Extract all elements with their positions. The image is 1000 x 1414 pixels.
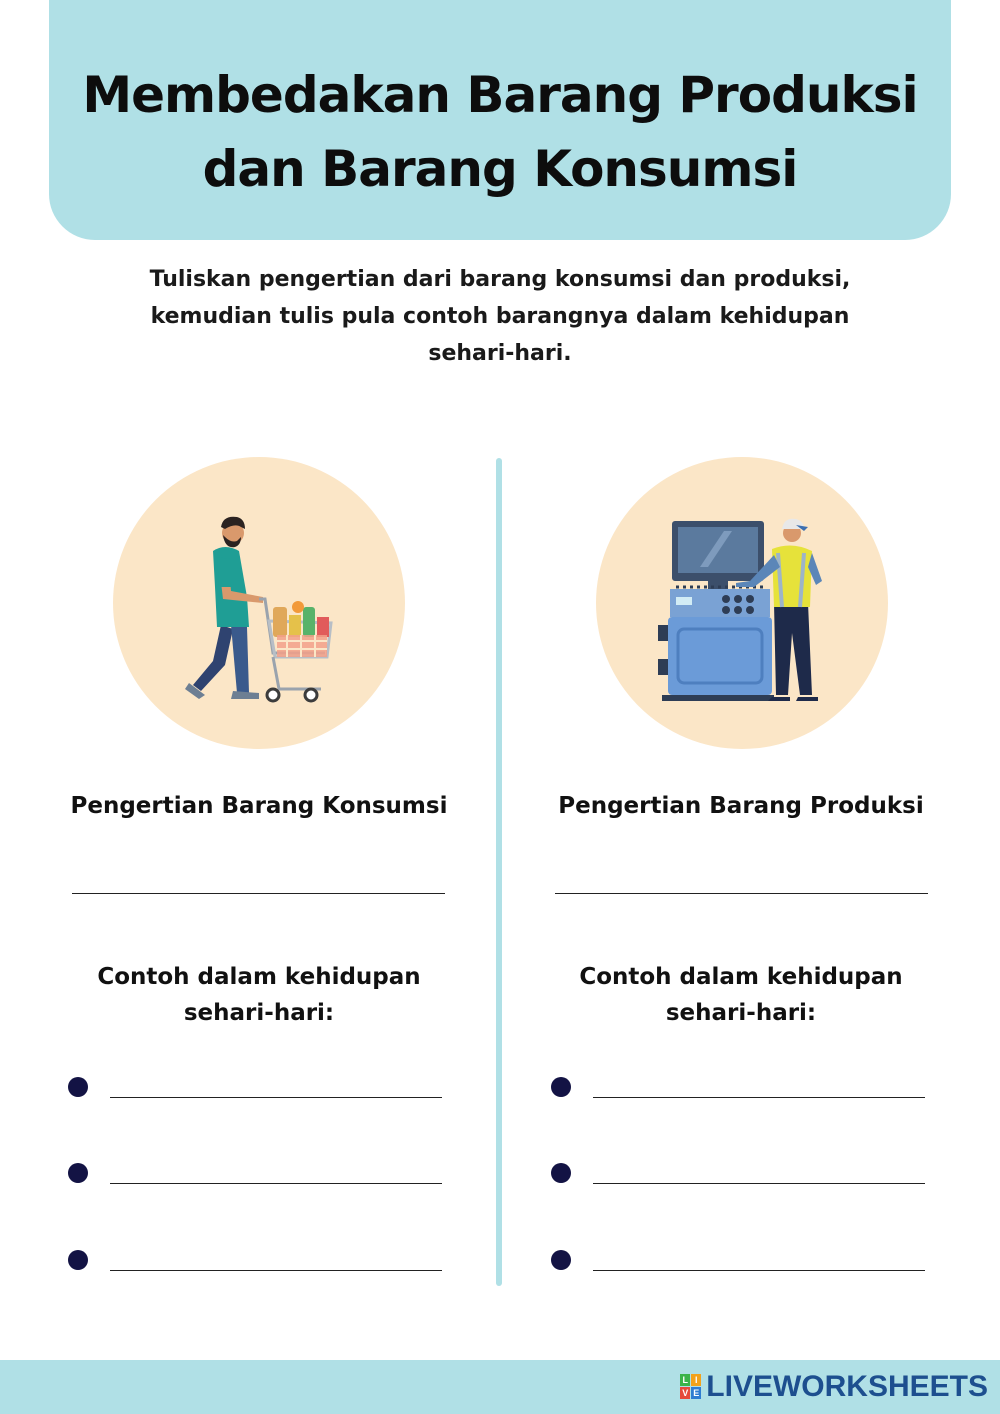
bullet-icon	[68, 1250, 88, 1270]
examples-heading-konsumsi-line-1: Contoh dalam kehidupan	[97, 964, 421, 990]
logo-letter-v: V	[682, 1388, 689, 1398]
instructions-line-2: kemudian tulis pula contoh barangnya dalam kehidupan	[150, 304, 850, 329]
definition-answer-line-produksi[interactable]	[555, 893, 928, 894]
example-answer-line-produksi-1[interactable]	[593, 1097, 925, 1098]
example-answer-line-konsumsi-3[interactable]	[110, 1270, 442, 1271]
bullet-icon	[68, 1077, 88, 1097]
logo-letter-e: E	[693, 1388, 700, 1398]
example-answer-line-konsumsi-1[interactable]	[110, 1097, 442, 1098]
logo-letter-l: L	[680, 1374, 690, 1386]
footer-bar	[0, 1360, 1000, 1414]
examples-heading-konsumsi-line-2: sehari-hari:	[183, 1000, 335, 1026]
bullet-icon	[551, 1163, 571, 1183]
logo-letter-i: I	[691, 1374, 701, 1386]
example-answer-line-produksi-3[interactable]	[593, 1270, 925, 1271]
definition-answer-line-konsumsi[interactable]	[72, 893, 445, 894]
page-title	[49, 58, 951, 206]
page-title-line-1: Membedakan Barang Produksi	[82, 66, 918, 124]
bullet-icon	[68, 1163, 88, 1183]
example-answer-line-konsumsi-2[interactable]	[110, 1183, 442, 1184]
instructions-line-1: Tuliskan pengertian dari barang konsumsi dan produksi,	[149, 267, 851, 292]
worker-operating-machine-icon	[596, 457, 888, 749]
bullet-icon	[551, 1250, 571, 1270]
liveworksheets-logo-icon	[680, 1374, 702, 1400]
definition-heading-produksi: Pengertian Barang Produksi	[558, 793, 924, 819]
liveworksheets-brand[interactable]	[680, 1370, 988, 1404]
page-title-line-2: dan Barang Konsumsi	[202, 140, 798, 198]
examples-heading-produksi	[531, 959, 951, 1031]
examples-heading-konsumsi	[49, 959, 469, 1031]
column-divider	[496, 458, 502, 1286]
examples-heading-produksi-line-1: Contoh dalam kehidupan	[579, 964, 903, 990]
brand-name: LIVEWORKSHEETS	[706, 1370, 988, 1403]
instructions-line-3: sehari-hari.	[428, 341, 572, 366]
bullet-icon	[551, 1077, 571, 1097]
example-answer-line-produksi-2[interactable]	[593, 1183, 925, 1184]
title-banner	[49, 0, 951, 240]
instructions	[120, 261, 880, 372]
shopper-with-cart-icon	[113, 457, 405, 749]
examples-heading-produksi-line-2: sehari-hari:	[665, 1000, 817, 1026]
definition-heading-konsumsi: Pengertian Barang Konsumsi	[70, 793, 448, 819]
